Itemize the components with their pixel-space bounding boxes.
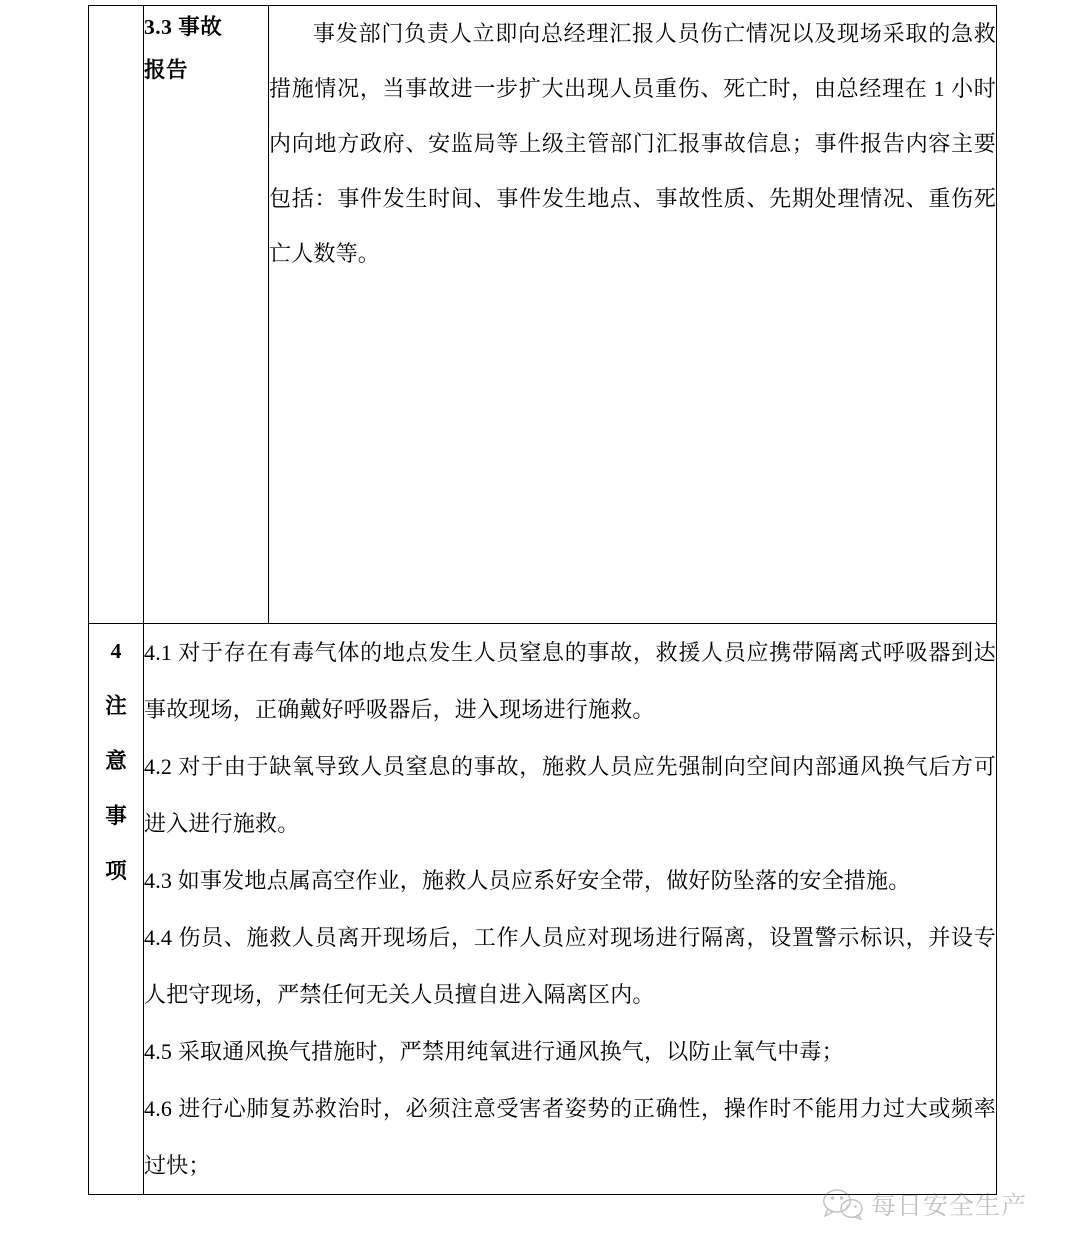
vertical-label-char-2: 意: [105, 749, 127, 773]
row-heading-cell-33: [144, 6, 269, 624]
vertical-label-char-3: 事: [105, 804, 127, 828]
table-row: [89, 6, 997, 624]
row-body-cell-33: [269, 6, 997, 624]
note-item-4-2: 4.2 对于由于缺氧导致人员窒息的事故，施救人员应先强制向空间内部通风换气后方可进入进行施救。: [144, 754, 996, 836]
paragraph-accident-report: 事发部门负责人立即向总经理汇报人员伤亡情况以及现场采取的急救措施情况，当事故进一步扩大出现人员重伤、死亡时，由总经理在 1 小时内向地方政府、安监局等上级主管部门汇报事故信息；事件报告内容主要包括：事件发生时间、事件发生地点、事故性质、先期处理情况、重伤死亡人数等。: [269, 21, 996, 266]
vertical-label-char-4: 项: [105, 859, 127, 883]
row-index-cell-33: [89, 6, 144, 624]
note-item-4-5: 4.5 采取通风换气措施时，严禁用纯氧进行通风换气，以防止氧气中毒；: [144, 1039, 844, 1064]
table-row: [89, 624, 997, 1195]
note-item-4-3: 4.3 如事发地点属高空作业，施救人员应系好安全带，做好防坠落的安全措施。: [144, 868, 911, 893]
heading-line-1: 3.3 事故: [144, 15, 223, 39]
note-item-4-1: 4.1 对于存在有毒气体的地点发生人员窒息的事故，救援人员应携带隔离式呼吸器到达事故现场，正确戴好呼吸器后，进入现场进行施救。: [144, 640, 996, 722]
row-body-cell-4: [144, 624, 997, 1195]
row-heading-cell-4: [89, 624, 144, 1195]
heading-line-2: 报告: [144, 58, 189, 82]
vertical-label-char-1: 注: [105, 694, 127, 718]
note-item-4-6: 4.6 进行心肺复苏救治时，必须注意受害者姿势的正确性，操作时不能用力过大或频率过快；: [144, 1096, 996, 1178]
vertical-label-char-0: 4: [110, 639, 122, 663]
procedure-table: [88, 5, 997, 1195]
note-item-4-4: 4.4 伤员、施救人员离开现场后，工作人员应对现场进行隔离，设置警示标识，并设专人把守现场，严禁任何无关人员擅自进入隔离区内。: [144, 925, 996, 1007]
watermark-text: 每日安全生产: [871, 1192, 1028, 1220]
